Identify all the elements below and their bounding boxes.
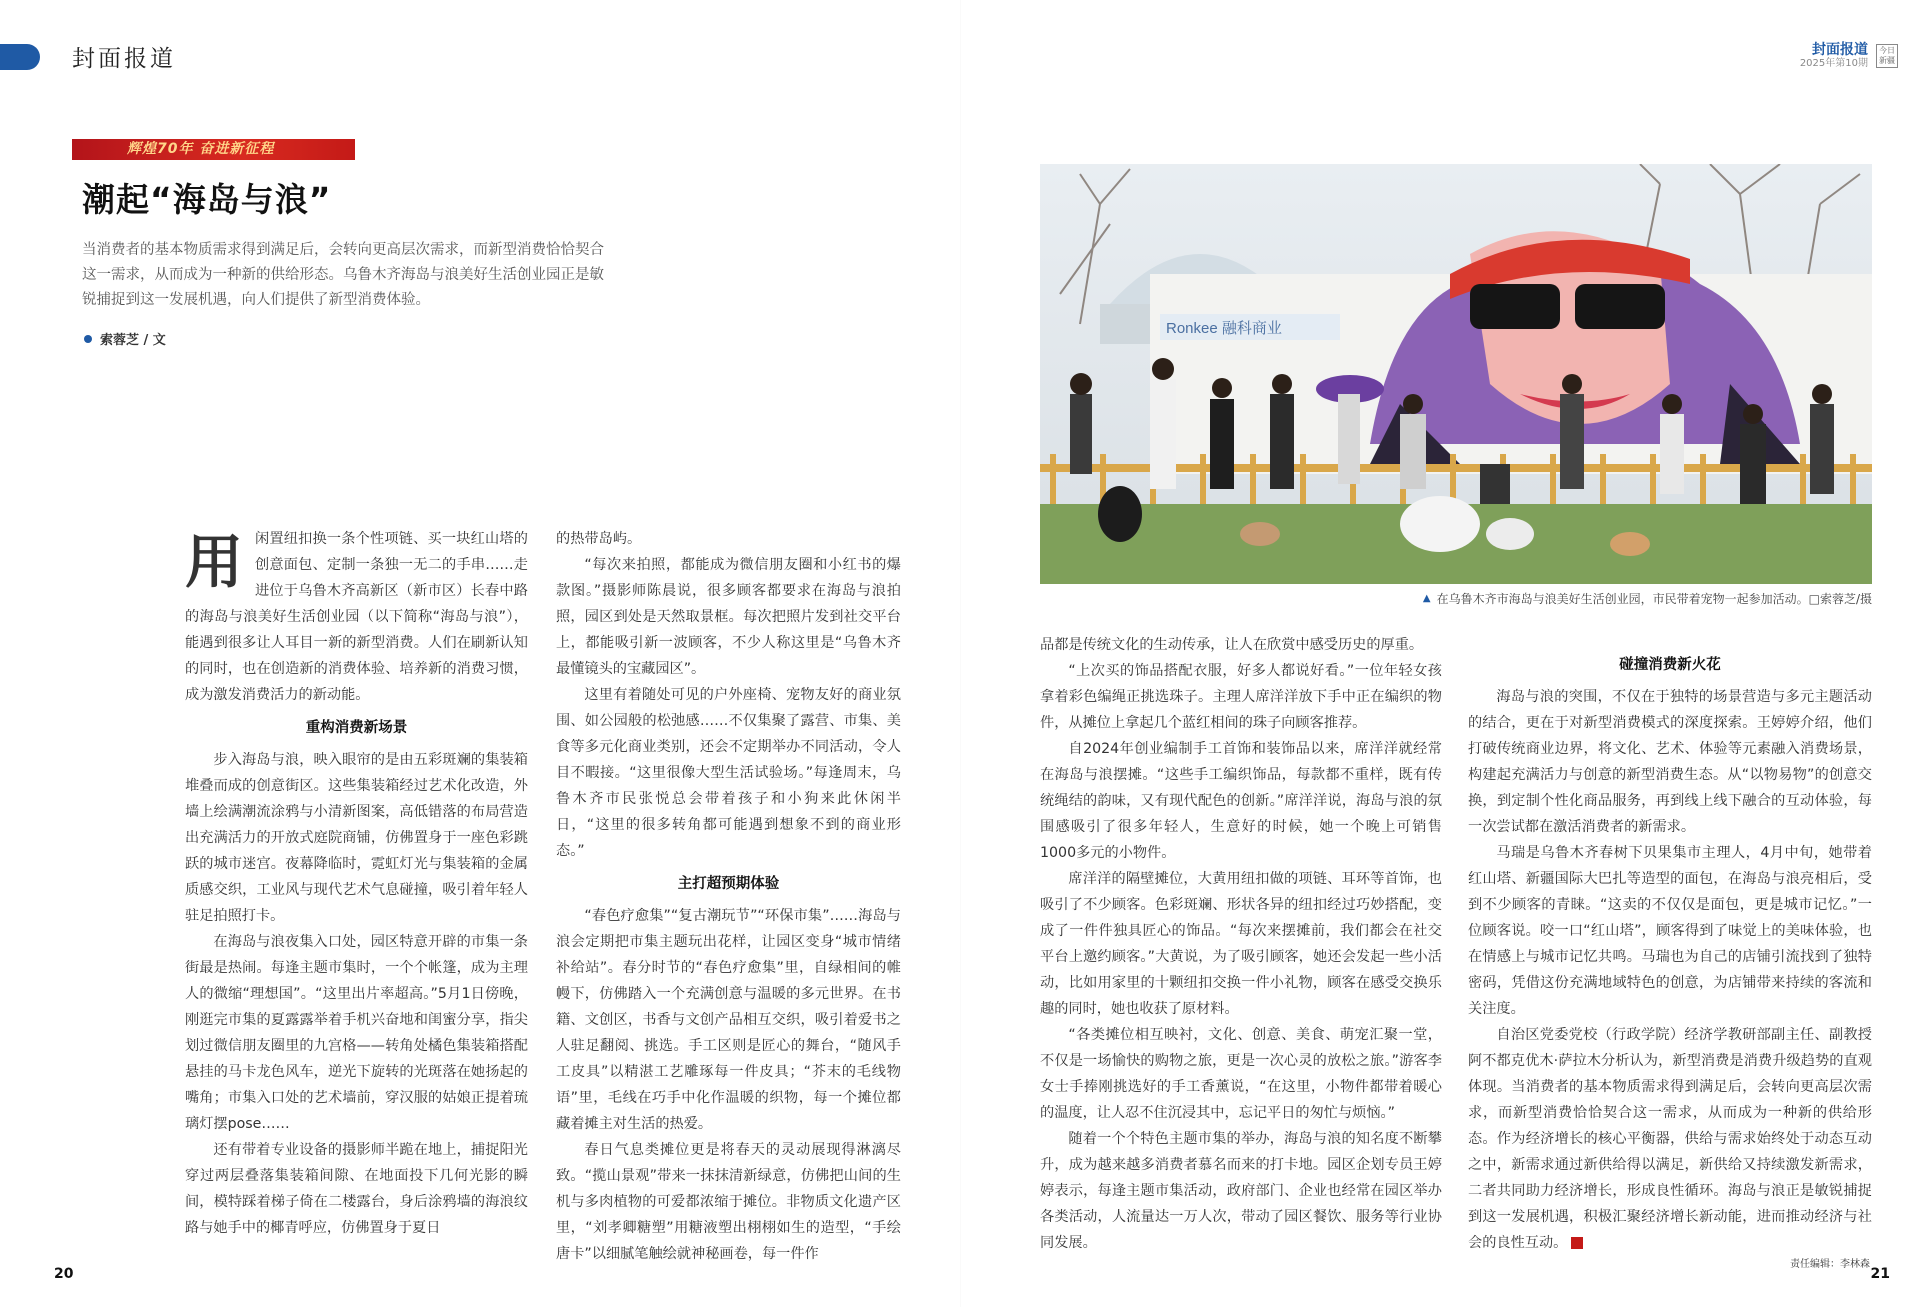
subheading: 碰撞消费新火花 bbox=[1619, 657, 1721, 673]
paragraph: 闲置纽扣换一条个性项链、买一块红山塔的创意面包、定制一条独一无二的手串……走进位于乌鲁木齐高新区（新市区）长春中路的海岛与浪美好生活创业园（以下简称“海岛与浪”），能遇到很多让人耳目一新的新型消费。人们在刷新认知的同时，也在创造新的消费体验、培养新的消费习惯，成为激发消费活力的新动能。 bbox=[185, 531, 528, 703]
byline-text: 索蓉芝 / 文 bbox=[100, 333, 166, 348]
article-photo bbox=[1040, 164, 1872, 584]
editor-credit: 责任编辑：李林森 bbox=[1790, 1259, 1870, 1270]
caption-triangle-icon: ▲ bbox=[1422, 593, 1431, 604]
article-title: 潮起“海岛与浪” bbox=[82, 180, 332, 219]
paragraph: 马瑞是乌鲁木齐春树下贝果集市主理人，4月中旬，她带着红山塔、新疆国际大巴扎等造型的面包，在海岛与浪亮相后，受到不少顾客的青睐。“这卖的不仅仅是面包，更是城市记忆。”一位顾客说。咬一口“红山塔”，顾客得到了味觉上的美味体验，也在情感上与城市记忆共鸣。马瑞也为自己的店铺引流找到了独特密码，凭借这份充满地域特色的创意，为店铺带来持续的客流和关注度。 bbox=[1468, 845, 1872, 1017]
paragraph-text: 自治区党委党校（行政学院）经济学教研部副主任、副教授阿不都克优木·萨拉木分析认为，新型消费是消费升级趋势的直观体现。当消费者的基本物质需求得到满足后，会转向更高层次需求，而新型消费恰恰契合这一需求，从而成为一种新的供给形态。作为经济增长的核心平衡器，供给与需求始终处于动态互动之中，新需求通过新供给得以满足，新供给又持续激发新需求，二者共同助力经济增长，形成良性循环。海岛与浪正是敏锐捕捉到这一发展机遇，积极汇聚经济增长新动能，进而推动经济与社会的良性互动。 bbox=[1468, 1027, 1872, 1251]
paragraph: 自2024年创业编制手工首饰和装饰品以来，席洋洋就经常在海岛与浪摆摊。“这些手工编织饰品，每款都不重样，既有传统绳结的韵味，又有现代配色的创新。”席洋洋说，海岛与浪的氛围感吸引了很多年轻人，生意好的时候，她一个晚上可销售1000多元的小物件。 bbox=[1040, 741, 1442, 861]
column-4 bbox=[1468, 645, 1872, 1256]
byline-dot-icon bbox=[84, 335, 92, 343]
section-tab bbox=[0, 44, 40, 70]
paragraph: 还有带着专业设备的摄影师半跪在地上，捕捉阳光穿过两层叠落集装箱间隙、在地面投下几何光影的瞬间，模特踩着梯子倚在二楼露台，身后涂鸦墙的海浪纹路与她手中的椰青呼应，仿佛置身于夏日 bbox=[185, 1142, 528, 1236]
masthead-right bbox=[1800, 42, 1898, 70]
masthead-brand: 封面报道 bbox=[1812, 42, 1868, 58]
paragraph: “每次来拍照，都能成为微信朋友圈和小红书的爆款图。”摄影师陈晨说，很多顾客都要求在海岛与浪拍照，园区到处是天然取景框。每次把照片发到社交平台上，都能吸引新一波顾客，不少人称这里是“乌鲁木齐最懂镜头的宝藏园区”。 bbox=[556, 557, 901, 677]
article-lede: 当消费者的基本物质需求得到满足后，会转向更高层次需求，而新型消费恰恰契合这一需求，从而成为一种新的供给形态。乌鲁木齐海岛与浪美好生活创业园正是敏锐捕捉到这一发展机遇，向人们提供了新型消费体验。 bbox=[82, 242, 604, 308]
page-number-right: 21 bbox=[1870, 1266, 1890, 1282]
photo-caption bbox=[1400, 590, 1872, 607]
column-3 bbox=[1040, 632, 1442, 1256]
subheading: 主打超预期体验 bbox=[677, 876, 780, 892]
paragraph: “春色疗愈集”“复古潮玩节”“环保市集”……海岛与浪会定期把市集主题玩出花样，让园区变身“城市情绪补给站”。春分时节的“春色疗愈集”里，自绿相间的帷幔下，仿佛踏入一个充满创意与温暖的多元世界。在书籍、文创区，书香与文创产品相互交织，吸引着爱书之人驻足翻阅、挑选。手工区则是匠心的舞台，“随风手工皮具”以精湛工艺雕琢每一件皮具；“芥末的毛线物语”里，毛线在巧手中化作温暖的织物，每一个摊位都藏着摊主对生活的热爱。 bbox=[556, 908, 901, 1132]
subheading: 重构消费新场景 bbox=[305, 720, 408, 736]
caption-text: 在乌鲁木齐市海岛与浪美好生活创业园，市民带着宠物一起参加活动。□索蓉芝/摄 bbox=[1436, 592, 1872, 606]
issue-number: 2025年第10期 bbox=[1799, 58, 1868, 69]
end-mark-icon bbox=[1571, 1237, 1583, 1249]
paragraph: 在海岛与浪夜集入口处，园区特意开辟的市集一条街最是热闹。每逢主题市集时，一个个帐篷，成为主理人的微缩“理想国”。“这里出片率超高。”5月1日傍晚，刚逛完市集的夏露露举着手机兴奋地和闺蜜分享，指尖划过微信朋友圈里的九宫格——转角处橘色集装箱搭配悬挂的马卡龙色风车，逆光下旋转的光斑落在她扬起的嘴角；市集入口处的艺术墙前，穿汉服的姑娘正提着琉璃灯摆pose…… bbox=[185, 934, 528, 1132]
paragraph: 的热带岛屿。 bbox=[556, 531, 642, 547]
spread-gutter bbox=[960, 0, 961, 1307]
column-2 bbox=[556, 526, 901, 1267]
paragraph bbox=[1468, 1022, 1872, 1256]
paragraph: 春日气息类摊位更是将春天的灵动展现得淋漓尽致。“揽山景观”带来一抹抹清新绿意，仿佛把山间的生机与多肉植物的可爱都浓缩于摊位。非物质文化遗产区里，“刘孝卿糖塑”用糖液塑出栩栩如生的造型，“手绘唐卡”以细腻笔触绘就神秘画卷，每一件作 bbox=[556, 1142, 901, 1262]
campaign-banner: 辉煌70年 奋进新征程 bbox=[72, 139, 355, 160]
paragraph: 步入海岛与浪，映入眼帘的是由五彩斑斓的集装箱堆叠而成的创意街区。这些集装箱经过艺术化改造，外墙上绘满潮流涂鸦与小清新图案，高低错落的布局营造出充满活力的开放式庭院商铺，仿佛置身于一座色彩跳跃的城市迷宫。夜幕降临时，霓虹灯光与集装箱的金属质感交织，工业风与现代艺术气息碰撞，吸引着年轻人驻足拍照打卡。 bbox=[185, 752, 528, 924]
byline bbox=[84, 329, 166, 348]
sign-text: Ronkee 融科商业 bbox=[1166, 320, 1282, 337]
section-title: 封面报道 bbox=[72, 46, 176, 72]
paragraph: 这里有着随处可见的户外座椅、宠物友好的商业氛围、如公园般的松弛感……不仅集聚了露营、市集、美食等多元化商业类别，还会不定期举办不同活动，令人目不暇接。“这里很像大型生活试验场。”每逢周末，乌鲁木齐市民张悦总会带着孩子和小狗来此休闲半日，“这里的很多转角都可能遇到想象不到的商业形态。” bbox=[556, 687, 901, 859]
column-1 bbox=[185, 526, 528, 1241]
paragraph: 品都是传统文化的生动传承，让人在欣赏中感受历史的厚重。 bbox=[1040, 637, 1424, 653]
paragraph: 海岛与浪的突围，不仅在于独特的场景营造与多元主题活动的结合，更在于对新型消费模式的深度探索。王婷婷介绍，他们打破传统商业边界，将文化、艺术、体验等元素融入消费场景，构建起充满活力与创意的新型消费生态。从“以物易物”的创意交换，到定制个性化商品服务，再到线上线下融合的互动体验，每一次尝试都在激活消费者的新需求。 bbox=[1468, 689, 1872, 835]
paragraph: 随着一个个特色主题市集的举办，海岛与浪的知名度不断攀升，成为越来越多消费者慕名而来的打卡地。园区企划专员王婷婷表示，每逢主题市集活动，政府部门、企业也经常在园区举办各类活动，人流量达一万人次，带动了园区餐饮、服务等行业协同发展。 bbox=[1040, 1131, 1442, 1251]
paragraph: 席洋洋的隔壁摊位，大黄用纽扣做的项链、耳环等首饰，也吸引了不少顾客。色彩斑斓、形状各异的纽扣经过巧妙搭配，变成了一件件独具匠心的饰品。“每次来摆摊前，我们都会在社交平台上邀约顾客。”大黄说，为了吸引顾客，她还会发起一些小活动，比如用家里的十颗纽扣交换一件小礼物，顾客在感受交换乐趣的同时，她也收获了原材料。 bbox=[1040, 871, 1442, 1017]
magazine-logo: 今日新疆 bbox=[1876, 44, 1898, 68]
paragraph: “上次买的饰品搭配衣服，好多人都说好看。”一位年轻女孩拿着彩色编绳正挑选珠子。主理人席洋洋放下手中正在编织的物件，从摊位上拿起几个蓝红相间的珠子向顾客推荐。 bbox=[1040, 663, 1442, 731]
paragraph: “各类摊位相互映衬，文化、创意、美食、萌宠汇聚一堂，不仅是一场愉快的购物之旅，更是一次心灵的放松之旅。”游客李女士手捧刚挑选好的手工香薰说，“在这里，小物件都带着暖心的温度，让人忍不住沉浸其中，忘记平日的匆忙与烦恼。” bbox=[1040, 1027, 1442, 1121]
market-scene-illustration bbox=[1040, 164, 1872, 584]
page-number-left: 20 bbox=[54, 1266, 74, 1282]
drop-cap: 用 bbox=[185, 528, 244, 596]
